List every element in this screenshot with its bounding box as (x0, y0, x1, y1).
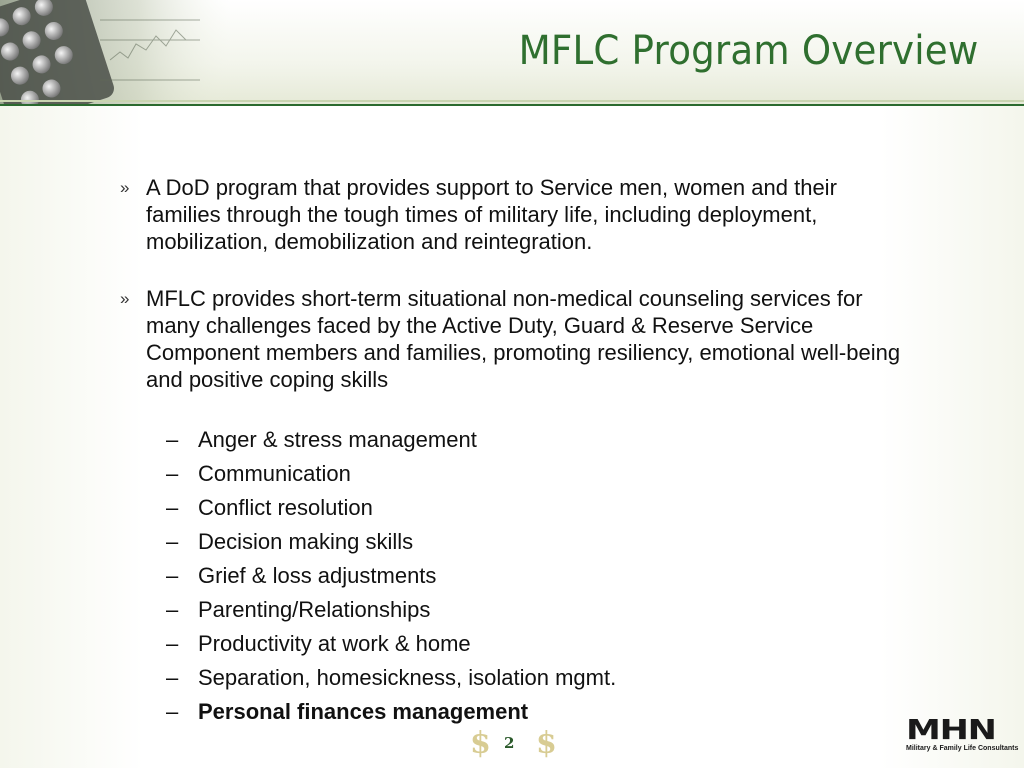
dollar-icon: $ (536, 726, 557, 761)
sub-bullet-item (118, 661, 908, 695)
sub-bullet-text: Parenting/Relationships (198, 597, 431, 622)
bullet-item (118, 285, 908, 393)
sub-bullet-dash: – (166, 563, 179, 588)
sub-bullet-dash: – (166, 461, 179, 486)
sub-bullet-text: Grief & loss adjustments (198, 563, 437, 588)
sub-bullet-text: Anger & stress management (198, 427, 477, 452)
bullet-text: MFLC provides short-term situational non-medical counseling services for many challenges faced by the Active Duty, Guard & Reserve Service Component members and families, promoting resiliency, emotional well-being and positive coping skills (146, 286, 901, 392)
sub-bullet-dash: – (166, 699, 179, 724)
sub-bullet-dash: – (166, 665, 179, 690)
logo-tagline: Military & Family Life Consultants (906, 745, 1019, 752)
sub-bullet-text: Separation, homesickness, isolation mgmt. (198, 665, 617, 690)
logo-mark: MHN (906, 713, 996, 746)
sub-bullet-text: Conflict resolution (198, 495, 373, 520)
slide-content (118, 174, 908, 729)
sub-bullet-item (118, 491, 908, 525)
mhn-logo (906, 713, 1019, 758)
bullet-text: A DoD program that provides support to Service men, women and their families through the tough times of military life, including deployment, mobilization, demobilization and reintegration. (146, 175, 837, 254)
sub-bullet-dash: – (166, 631, 179, 656)
sub-bullet-text: Personal finances management (198, 699, 529, 724)
sub-bullet-text: Communication (198, 461, 351, 486)
sub-bullet-item-highlighted (118, 695, 908, 729)
sub-bullet-item (118, 423, 908, 457)
sub-bullet-text: Productivity at work & home (198, 631, 471, 656)
header-divider-light (0, 100, 1024, 102)
sub-bullet-item (118, 593, 908, 627)
bullet-marker: » (120, 289, 130, 308)
sub-bullet-item (118, 627, 908, 661)
sub-bullet-dash: – (166, 597, 179, 622)
bullet-item (118, 174, 908, 255)
sub-bullet-dash: – (166, 495, 179, 520)
sub-bullet-item (118, 457, 908, 491)
calculator-image (0, 0, 230, 106)
sub-bullet-item (118, 559, 908, 593)
slide-header (0, 0, 1024, 106)
sub-bullet-text: Decision making skills (198, 529, 414, 554)
bullet-marker: » (120, 178, 130, 197)
sub-bullet-list (118, 423, 908, 729)
footer-page-indicator (470, 726, 560, 762)
sub-bullet-item (118, 525, 908, 559)
page-number: 2 (504, 734, 515, 752)
dollar-icon: $ (470, 726, 491, 761)
slide-title: MFLC Program Overview (518, 28, 978, 74)
sub-bullet-dash: – (166, 529, 179, 554)
header-divider (0, 104, 1024, 106)
sub-bullet-dash: – (166, 427, 179, 452)
